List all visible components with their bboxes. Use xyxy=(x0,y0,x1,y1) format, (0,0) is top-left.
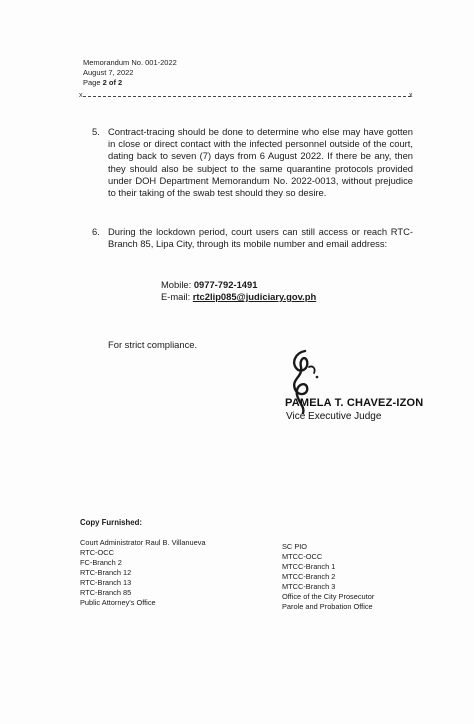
list-item: MTCC-Branch 3 xyxy=(282,582,336,591)
email-label: E-mail: xyxy=(161,291,193,302)
paragraph-item-5 xyxy=(92,126,413,199)
list-item: RTC-Branch 85 xyxy=(80,588,132,597)
email-address: rtc2lip085@judiciary.gov.ph xyxy=(192,291,317,302)
copy-furnished-title: Copy Furnished: xyxy=(80,518,142,527)
signatory-title: Vice Executive Judge xyxy=(286,411,382,422)
contact-mobile xyxy=(161,279,257,291)
item-number: 5. xyxy=(92,126,100,137)
memo-number: Memorandum No. 001-2022 xyxy=(83,58,177,67)
list-item: Court Administrator Raul B. Villanueva xyxy=(80,538,206,547)
mobile-number: 0977-792-1491 xyxy=(193,279,258,290)
list-item: Parole and Probation Office xyxy=(282,602,373,611)
list-item: MTCC-Branch 1 xyxy=(282,562,336,571)
list-item: MTCC-Branch 2 xyxy=(282,572,336,581)
item-text: During the lockdown period, court users can still access or reach RTC-Branch 85, Lipa City, through its mobile number and email address: xyxy=(108,226,413,250)
mobile-label: Mobile: xyxy=(161,279,194,290)
list-item: RTC-Branch 12 xyxy=(80,568,132,577)
copy-furnished-right-list xyxy=(282,542,374,612)
list-item: MTCC-OCC xyxy=(282,552,323,561)
item-text: Contract-tracing should be done to determine who else may have gotten in close or direct contact with the infected personnel outside of the court, dating back to seven (7) days from 6 August 2022. If there be any, then they should also be subject to the same quarantine protocols provided under DOH Department Memorandum No. 2022-0013, without prejudice to their taking of the swab test should they so desire. xyxy=(108,126,413,199)
page-number: 2 of 2 xyxy=(102,78,123,87)
list-item: RTC-OCC xyxy=(80,548,114,557)
list-item: RTC-Branch 13 xyxy=(80,578,132,587)
copy-furnished-left-list xyxy=(80,538,206,608)
separator-left-mark: x xyxy=(79,92,83,99)
item-number: 6. xyxy=(92,226,100,237)
memo-date: August 7, 2022 xyxy=(83,68,134,77)
list-item: Office of the City Prosecutor xyxy=(282,592,375,601)
page-indicator: Page 2 of 2 xyxy=(83,78,123,87)
list-item: Public Attorney's Office xyxy=(80,598,156,607)
list-item: SC PIO xyxy=(282,542,308,551)
signatory-name: PAMELA T. CHAVEZ-IZON xyxy=(285,397,424,409)
separator-right-mark: x xyxy=(409,92,413,99)
header-separator xyxy=(83,96,411,97)
closing-line: For strict compliance. xyxy=(108,339,198,350)
paragraph-item-6 xyxy=(92,226,413,250)
list-item: FC-Branch 2 xyxy=(80,558,122,567)
memo-header xyxy=(83,58,177,88)
contact-email xyxy=(161,291,316,303)
